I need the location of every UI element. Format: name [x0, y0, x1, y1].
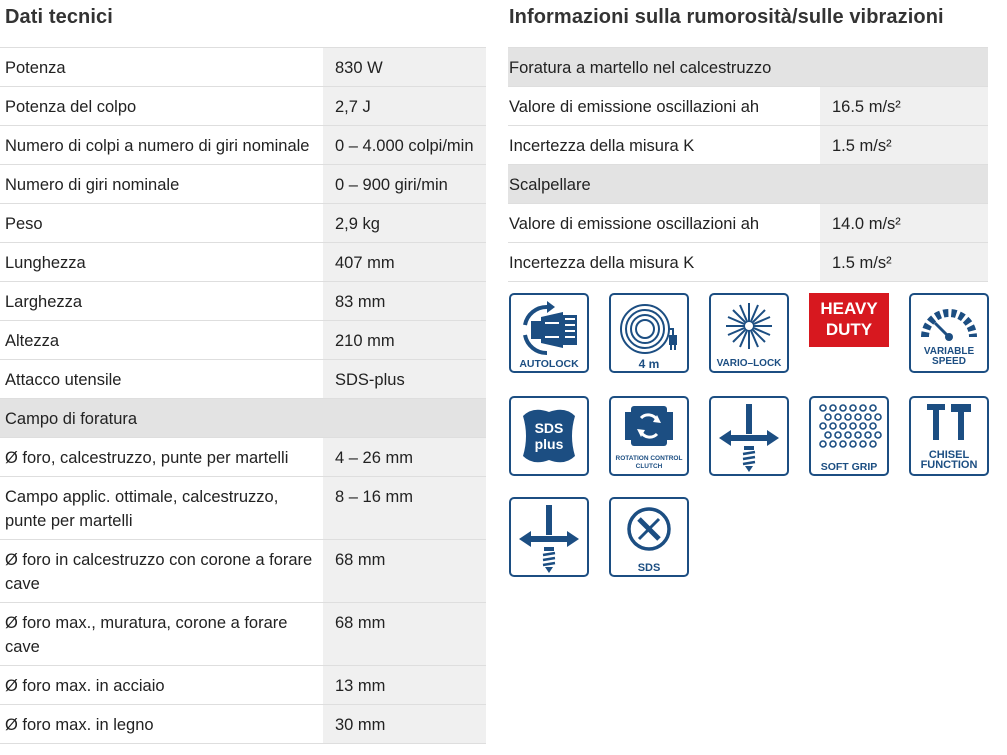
tech-row — [0, 603, 486, 666]
noise-value: 14.0 m/s² — [820, 204, 988, 243]
tech-value: 68 mm — [323, 603, 486, 666]
tech-label: Lunghezza — [0, 243, 323, 282]
tech-value: 30 mm — [323, 705, 486, 744]
vario-lock-label: VARIO–LOCK — [716, 358, 782, 369]
noise-vibration-table — [508, 47, 988, 282]
tech-label: Ø foro max., muratura, corone a forare cave — [0, 603, 323, 666]
tech-label: Attacco utensile — [0, 360, 323, 399]
tech-value: 0 – 900 giri/min — [323, 165, 486, 204]
noise-row — [508, 126, 988, 165]
noise-section-label: Foratura a martello nel calcestruzzo — [508, 48, 988, 87]
tech-label: Potenza del colpo — [0, 87, 323, 126]
tech-row — [0, 666, 486, 705]
tech-label: Potenza — [0, 48, 323, 87]
tech-label: Numero di giri nominale — [0, 165, 323, 204]
tech-row — [0, 438, 486, 477]
tech-value: 0 – 4.000 colpi/min — [323, 126, 486, 165]
noise-section-row — [508, 165, 988, 204]
tech-label: Altezza — [0, 321, 323, 360]
tech-label: Larghezza — [0, 282, 323, 321]
tech-row — [0, 243, 486, 282]
tech-value: 83 mm — [323, 282, 486, 321]
tech-label: Numero di colpi a numero di giri nominale — [0, 126, 323, 165]
noise-label: Valore di emissione oscillazioni ah — [508, 87, 820, 126]
tech-label: Campo applic. ottimale, calcestruzzo, punte per martelli — [0, 477, 323, 540]
noise-label: Incertezza della misura K — [508, 126, 820, 165]
tech-row — [0, 540, 486, 603]
tech-label: Ø foro max. in acciaio — [0, 666, 323, 705]
sds-label: SDS — [637, 562, 661, 574]
rotation-control-clutch-label: ROTATION CONTROL CLUTCH — [615, 455, 683, 470]
tech-label: Ø foro, calcestruzzo, punte per martelli — [0, 438, 323, 477]
noise-value: 1.5 m/s² — [820, 243, 988, 282]
noise-label: Incertezza della misura K — [508, 243, 820, 282]
drilling-icon — [709, 396, 789, 476]
noise-row — [508, 204, 988, 243]
noise-section-label: Scalpellare — [508, 165, 988, 204]
noise-value: 16.5 m/s² — [820, 87, 988, 126]
tech-row — [0, 87, 486, 126]
noise-section-row — [508, 48, 988, 87]
tech-value: SDS-plus — [323, 360, 486, 399]
tech-value: 407 mm — [323, 243, 486, 282]
tech-data-table — [0, 47, 486, 744]
hammer-drilling-icon — [509, 497, 589, 577]
autolock-icon — [509, 293, 589, 373]
tech-row — [0, 282, 486, 321]
tech-row — [0, 48, 486, 87]
tech-value: 8 – 16 mm — [323, 477, 486, 540]
soft-grip-icon — [809, 396, 889, 476]
tech-value: 13 mm — [323, 666, 486, 705]
sds-plus-icon — [509, 396, 589, 476]
noise-vibration-title: Informazioni sulla rumorosità/sulle vibrazioni — [509, 6, 944, 28]
heavy-duty-badge — [809, 293, 889, 347]
soft-grip-label: SOFT GRIP — [820, 461, 878, 473]
noise-value: 1.5 m/s² — [820, 126, 988, 165]
sds-icon — [609, 497, 689, 577]
noise-row — [508, 87, 988, 126]
tech-section-label: Campo di foratura — [0, 399, 486, 438]
tech-label: Peso — [0, 204, 323, 243]
tech-row — [0, 204, 486, 243]
tech-value: 2,9 kg — [323, 204, 486, 243]
tech-row — [0, 321, 486, 360]
tech-value: 210 mm — [323, 321, 486, 360]
tech-section-row — [0, 399, 486, 438]
chisel-function-label: CHISEL FUNCTION — [920, 449, 978, 471]
tech-row — [0, 126, 486, 165]
tech-value: 68 mm — [323, 540, 486, 603]
feature-icons — [509, 293, 999, 583]
vario-lock-icon — [709, 293, 789, 373]
tech-row — [0, 705, 486, 744]
tech-row — [0, 165, 486, 204]
tech-label: Ø foro max. in legno — [0, 705, 323, 744]
variable-speed-icon — [909, 293, 989, 373]
noise-row — [508, 243, 988, 282]
cable-icon — [609, 293, 689, 373]
variable-speed-label: VARIABLE SPEED — [923, 346, 975, 367]
tech-value: 830 W — [323, 48, 486, 87]
heavy-duty-label: HEAVY DUTY — [820, 299, 878, 339]
tech-row — [0, 360, 486, 399]
tech-value: 2,7 J — [323, 87, 486, 126]
rotation-control-clutch-icon — [609, 396, 689, 476]
tech-data-title: Dati tecnici — [5, 6, 113, 28]
noise-label: Valore di emissione oscillazioni ah — [508, 204, 820, 243]
tech-value: 4 – 26 mm — [323, 438, 486, 477]
chisel-function-icon — [909, 396, 989, 476]
tech-label: Ø foro in calcestruzzo con corone a forare cave — [0, 540, 323, 603]
cable-length-label: 4 m — [638, 357, 660, 371]
tech-row — [0, 477, 486, 540]
sds-plus-label: SDS plus — [534, 420, 564, 452]
autolock-label: AUTOLOCK — [519, 358, 579, 370]
